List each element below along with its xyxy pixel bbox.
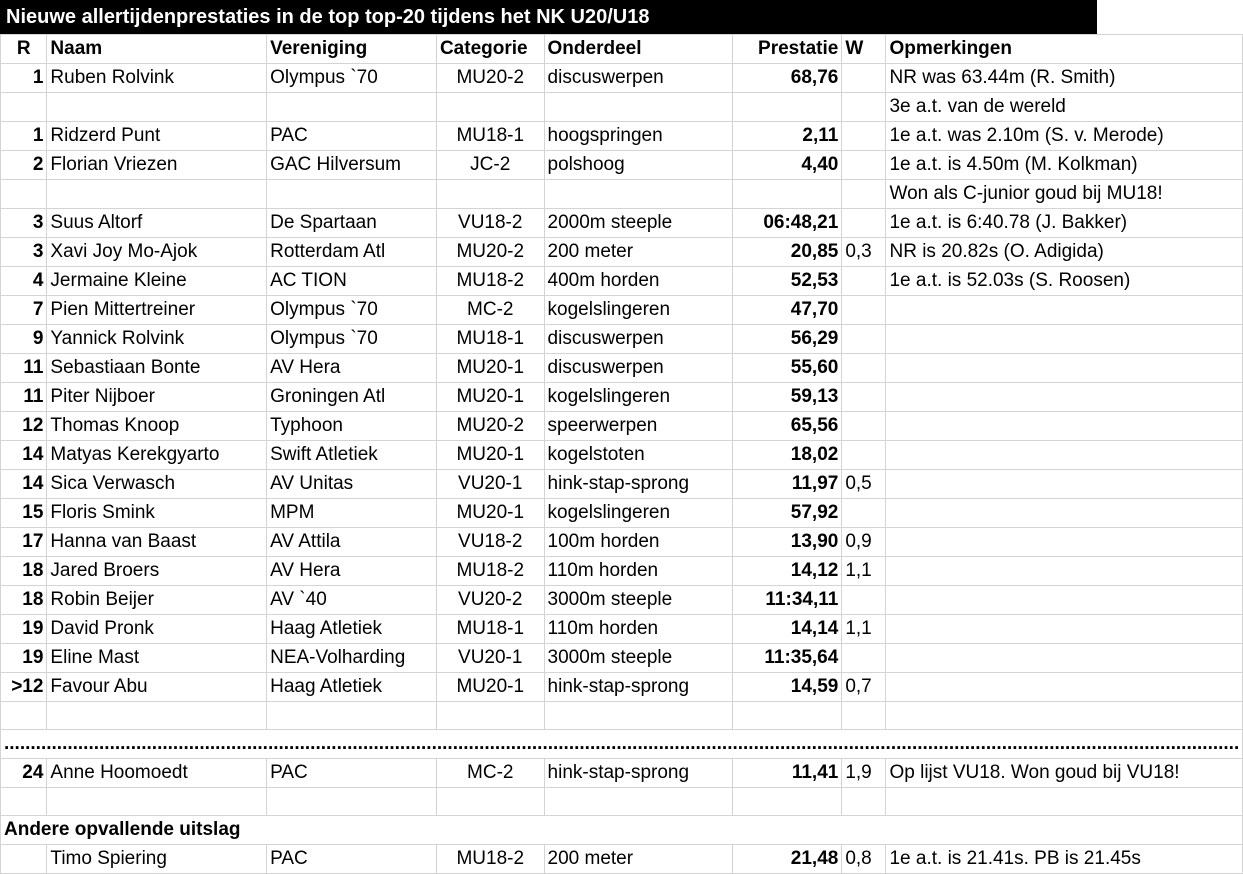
cell-club[interactable]: Haag Atletiek bbox=[267, 673, 437, 702]
cell-name[interactable]: Ridzerd Punt bbox=[47, 122, 267, 151]
header-wind[interactable]: W bbox=[842, 35, 886, 64]
cell-event[interactable]: hoogspringen bbox=[544, 122, 732, 151]
cell-remarks[interactable] bbox=[886, 615, 1243, 644]
empty-cell[interactable] bbox=[544, 702, 732, 730]
cell-wind[interactable] bbox=[842, 180, 886, 209]
cell-rank[interactable]: 15 bbox=[1, 499, 47, 528]
cell-name[interactable]: Sica Verwasch bbox=[47, 470, 267, 499]
cell-remarks[interactable] bbox=[886, 354, 1243, 383]
cell-performance[interactable]: 56,29 bbox=[732, 325, 842, 354]
cell-club[interactable]: NEA-Volharding bbox=[267, 644, 437, 673]
cell-wind[interactable]: 0,3 bbox=[842, 238, 886, 267]
cell-event[interactable]: 110m horden bbox=[544, 557, 732, 586]
cell-event[interactable] bbox=[544, 180, 732, 209]
cell-club[interactable]: Swift Atletiek bbox=[267, 441, 437, 470]
cell-wind[interactable] bbox=[842, 499, 886, 528]
cell-rank[interactable]: 7 bbox=[1, 296, 47, 325]
cell-club[interactable]: AV Attila bbox=[267, 528, 437, 557]
cell-performance[interactable]: 21,48 bbox=[732, 845, 842, 874]
table-row bbox=[1, 354, 1243, 383]
cell-wind[interactable] bbox=[842, 296, 886, 325]
cell-performance[interactable] bbox=[732, 93, 842, 122]
cell-remarks[interactable] bbox=[886, 673, 1243, 702]
empty-row bbox=[1, 788, 1243, 816]
table-row bbox=[1, 845, 1243, 874]
table-row bbox=[1, 151, 1243, 180]
cell-rank[interactable]: 3 bbox=[1, 209, 47, 238]
empty-cell[interactable] bbox=[732, 702, 842, 730]
cell-remarks[interactable]: NR was 63.44m (R. Smith) bbox=[886, 64, 1243, 93]
table-row bbox=[1, 557, 1243, 586]
sheet-title: Nieuwe allertijdenprestaties in de top top-20 tijdens het NK U20/U18 bbox=[0, 0, 1097, 34]
cell-event[interactable]: 200 meter bbox=[544, 845, 732, 874]
table-row bbox=[1, 122, 1243, 151]
cell-name[interactable]: Jared Broers bbox=[47, 557, 267, 586]
header-performance[interactable]: Prestatie bbox=[732, 35, 842, 64]
cell-rank[interactable]: 11 bbox=[1, 354, 47, 383]
table-row bbox=[1, 499, 1243, 528]
cell-club[interactable] bbox=[267, 93, 437, 122]
cell-performance[interactable]: 65,56 bbox=[732, 412, 842, 441]
cell-remarks[interactable]: NR is 20.82s (O. Adigida) bbox=[886, 238, 1243, 267]
cell-wind[interactable]: 0,7 bbox=[842, 673, 886, 702]
cell-performance[interactable]: 52,53 bbox=[732, 267, 842, 296]
cell-event[interactable]: 100m horden bbox=[544, 528, 732, 557]
cell-club[interactable]: PAC bbox=[267, 122, 437, 151]
cell-event[interactable]: 200 meter bbox=[544, 238, 732, 267]
empty-row bbox=[1, 702, 1243, 730]
cell-name[interactable]: Hanna van Baast bbox=[47, 528, 267, 557]
cell-category[interactable]: MU18-1 bbox=[436, 122, 544, 151]
cell-event[interactable]: 2000m steeple bbox=[544, 209, 732, 238]
cell-performance[interactable]: 14,12 bbox=[732, 557, 842, 586]
cell-category[interactable]: MC-2 bbox=[436, 759, 544, 788]
table-row bbox=[1, 296, 1243, 325]
cell-wind[interactable] bbox=[842, 354, 886, 383]
cell-event[interactable]: hink-stap-sprong bbox=[544, 470, 732, 499]
cell-wind[interactable] bbox=[842, 325, 886, 354]
cell-wind[interactable] bbox=[842, 64, 886, 93]
cell-rank[interactable] bbox=[1, 845, 47, 874]
empty-cell[interactable] bbox=[436, 788, 544, 816]
cell-event[interactable]: 110m horden bbox=[544, 615, 732, 644]
cell-performance[interactable]: 11,97 bbox=[732, 470, 842, 499]
cell-name[interactable]: Suus Altorf bbox=[47, 209, 267, 238]
cell-wind[interactable]: 1,1 bbox=[842, 615, 886, 644]
table-row bbox=[1, 759, 1243, 788]
header-club[interactable]: Vereniging bbox=[267, 35, 437, 64]
cell-category[interactable]: MU20-1 bbox=[436, 383, 544, 412]
cell-event[interactable]: speerwerpen bbox=[544, 412, 732, 441]
cell-remarks[interactable]: Won als C-junior goud bij MU18! bbox=[886, 180, 1243, 209]
cell-name[interactable]: Jermaine Kleine bbox=[47, 267, 267, 296]
cell-club[interactable]: MPM bbox=[267, 499, 437, 528]
cell-remarks[interactable]: 1e a.t. was 2.10m (S. v. Merode) bbox=[886, 122, 1243, 151]
cell-event[interactable]: discuswerpen bbox=[544, 354, 732, 383]
cell-category[interactable]: VU18-2 bbox=[436, 528, 544, 557]
cell-remarks[interactable] bbox=[886, 586, 1243, 615]
empty-cell[interactable] bbox=[544, 788, 732, 816]
cell-event[interactable]: hink-stap-sprong bbox=[544, 759, 732, 788]
cell-name[interactable]: Florian Vriezen bbox=[47, 151, 267, 180]
cell-wind[interactable] bbox=[842, 644, 886, 673]
cell-performance[interactable]: 13,90 bbox=[732, 528, 842, 557]
cell-wind[interactable] bbox=[842, 122, 886, 151]
cell-rank[interactable]: 4 bbox=[1, 267, 47, 296]
cell-remarks[interactable] bbox=[886, 644, 1243, 673]
cell-club[interactable]: Haag Atletiek bbox=[267, 615, 437, 644]
cell-rank[interactable]: 18 bbox=[1, 557, 47, 586]
cell-remarks[interactable] bbox=[886, 296, 1243, 325]
table-row bbox=[1, 470, 1243, 499]
table-row bbox=[1, 93, 1243, 122]
cell-name[interactable]: Anne Hoomoedt bbox=[47, 759, 267, 788]
cell-name[interactable]: Pien Mittertreiner bbox=[47, 296, 267, 325]
table-row bbox=[1, 325, 1243, 354]
cell-performance[interactable]: 20,85 bbox=[732, 238, 842, 267]
cell-rank[interactable] bbox=[1, 93, 47, 122]
cell-rank[interactable]: 17 bbox=[1, 528, 47, 557]
cell-club[interactable]: AV Hera bbox=[267, 557, 437, 586]
cell-rank[interactable]: 18 bbox=[1, 586, 47, 615]
cell-club[interactable]: Olympus `70 bbox=[267, 325, 437, 354]
cell-rank[interactable] bbox=[1, 180, 47, 209]
cell-rank[interactable]: 2 bbox=[1, 151, 47, 180]
cell-name[interactable]: Yannick Rolvink bbox=[47, 325, 267, 354]
empty-cell[interactable] bbox=[732, 788, 842, 816]
cell-category[interactable]: MU18-2 bbox=[436, 845, 544, 874]
cell-name[interactable]: Matyas Kerekgyarto bbox=[47, 441, 267, 470]
cell-performance[interactable]: 14,14 bbox=[732, 615, 842, 644]
cell-category[interactable]: MU20-1 bbox=[436, 354, 544, 383]
cell-event[interactable]: polshoog bbox=[544, 151, 732, 180]
cell-remarks[interactable]: 1e a.t. is 6:40.78 (J. Bakker) bbox=[886, 209, 1243, 238]
cell-category[interactable]: MU20-2 bbox=[436, 238, 544, 267]
table-row bbox=[1, 238, 1243, 267]
cell-category[interactable]: MU20-1 bbox=[436, 499, 544, 528]
cell-wind[interactable] bbox=[842, 151, 886, 180]
cell-event[interactable]: 3000m steeple bbox=[544, 644, 732, 673]
cell-event[interactable]: kogelslingeren bbox=[544, 499, 732, 528]
cell-remarks[interactable]: 1e a.t. is 21.41s. PB is 21.45s bbox=[886, 845, 1243, 874]
header-rank[interactable]: R bbox=[1, 35, 47, 64]
cell-name[interactable]: Thomas Knoop bbox=[47, 412, 267, 441]
separator-dots-row bbox=[1, 730, 1243, 759]
cell-event[interactable]: discuswerpen bbox=[544, 325, 732, 354]
cell-name[interactable]: David Pronk bbox=[47, 615, 267, 644]
cell-performance[interactable]: 55,60 bbox=[732, 354, 842, 383]
cell-event[interactable]: 400m horden bbox=[544, 267, 732, 296]
cell-rank[interactable]: 19 bbox=[1, 615, 47, 644]
cell-rank[interactable]: >12 bbox=[1, 673, 47, 702]
cell-remarks[interactable] bbox=[886, 383, 1243, 412]
cell-name[interactable]: Floris Smink bbox=[47, 499, 267, 528]
cell-wind[interactable] bbox=[842, 586, 886, 615]
cell-event[interactable]: kogelslingeren bbox=[544, 383, 732, 412]
cell-category[interactable]: MU20-1 bbox=[436, 673, 544, 702]
cell-club[interactable]: Groningen Atl bbox=[267, 383, 437, 412]
cell-category[interactable] bbox=[436, 93, 544, 122]
cell-remarks[interactable] bbox=[886, 412, 1243, 441]
header-category[interactable]: Categorie bbox=[436, 35, 544, 64]
separator-dots: .......................................................................................................................................................................................................................................... bbox=[4, 733, 1240, 754]
cell-name[interactable] bbox=[47, 93, 267, 122]
header-event[interactable]: Onderdeel bbox=[544, 35, 732, 64]
empty-cell[interactable] bbox=[436, 702, 544, 730]
cell-event[interactable]: 3000m steeple bbox=[544, 586, 732, 615]
cell-category[interactable]: MU18-2 bbox=[436, 557, 544, 586]
cell-category[interactable]: MC-2 bbox=[436, 296, 544, 325]
cell-name[interactable]: Xavi Joy Mo-Ajok bbox=[47, 238, 267, 267]
cell-club[interactable]: GAC Hilversum bbox=[267, 151, 437, 180]
cell-performance[interactable]: 57,92 bbox=[732, 499, 842, 528]
cell-name[interactable] bbox=[47, 180, 267, 209]
section-title-row bbox=[1, 816, 1243, 845]
cell-category[interactable]: MU20-2 bbox=[436, 412, 544, 441]
cell-category[interactable]: VU20-1 bbox=[436, 470, 544, 499]
cell-club[interactable]: AV `40 bbox=[267, 586, 437, 615]
cell-rank[interactable]: 9 bbox=[1, 325, 47, 354]
cell-event[interactable]: kogelslingeren bbox=[544, 296, 732, 325]
cell-category[interactable]: MU20-2 bbox=[436, 64, 544, 93]
cell-name[interactable]: Eline Mast bbox=[47, 644, 267, 673]
cell-remarks[interactable] bbox=[886, 325, 1243, 354]
cell-category[interactable]: MU18-1 bbox=[436, 325, 544, 354]
empty-cell[interactable] bbox=[842, 702, 886, 730]
cell-performance[interactable]: 14,59 bbox=[732, 673, 842, 702]
cell-club[interactable]: Olympus `70 bbox=[267, 296, 437, 325]
cell-wind[interactable]: 1,9 bbox=[842, 759, 886, 788]
cell-club[interactable]: AV Unitas bbox=[267, 470, 437, 499]
cell-club[interactable]: PAC bbox=[267, 759, 437, 788]
cell-event[interactable]: discuswerpen bbox=[544, 64, 732, 93]
cell-category[interactable]: MU18-2 bbox=[436, 267, 544, 296]
cell-category[interactable] bbox=[436, 180, 544, 209]
cell-wind[interactable] bbox=[842, 383, 886, 412]
cell-wind[interactable] bbox=[842, 209, 886, 238]
header-remarks[interactable]: Opmerkingen bbox=[886, 35, 1243, 64]
cell-rank[interactable]: 11 bbox=[1, 383, 47, 412]
cell-performance[interactable] bbox=[732, 180, 842, 209]
table-row bbox=[1, 673, 1243, 702]
table-row bbox=[1, 64, 1243, 93]
cell-remarks[interactable] bbox=[886, 470, 1243, 499]
cell-performance[interactable]: 18,02 bbox=[732, 441, 842, 470]
table-row bbox=[1, 180, 1243, 209]
cell-event[interactable]: kogelstoten bbox=[544, 441, 732, 470]
cell-rank[interactable]: 3 bbox=[1, 238, 47, 267]
cell-wind[interactable] bbox=[842, 441, 886, 470]
cell-wind[interactable]: 0,9 bbox=[842, 528, 886, 557]
section-title: Andere opvallende uitslag bbox=[4, 819, 241, 840]
empty-cell[interactable] bbox=[267, 788, 437, 816]
cell-category[interactable]: MU20-1 bbox=[436, 441, 544, 470]
cell-name[interactable]: Piter Nijboer bbox=[47, 383, 267, 412]
cell-category[interactable]: VU20-2 bbox=[436, 586, 544, 615]
empty-cell[interactable] bbox=[886, 788, 1243, 816]
table-row bbox=[1, 412, 1243, 441]
cell-club[interactable]: Olympus `70 bbox=[267, 64, 437, 93]
results-table bbox=[0, 34, 1243, 874]
cell-name[interactable]: Sebastiaan Bonte bbox=[47, 354, 267, 383]
header-name[interactable]: Naam bbox=[47, 35, 267, 64]
cell-performance[interactable]: 11:34,11 bbox=[732, 586, 842, 615]
cell-rank[interactable]: 14 bbox=[1, 441, 47, 470]
empty-cell[interactable] bbox=[267, 702, 437, 730]
cell-rank[interactable]: 1 bbox=[1, 64, 47, 93]
cell-rank[interactable]: 12 bbox=[1, 412, 47, 441]
cell-club[interactable]: PAC bbox=[267, 845, 437, 874]
table-row bbox=[1, 267, 1243, 296]
cell-rank[interactable]: 14 bbox=[1, 470, 47, 499]
cell-event[interactable] bbox=[544, 93, 732, 122]
cell-category[interactable]: VU18-2 bbox=[436, 209, 544, 238]
table-row bbox=[1, 586, 1243, 615]
cell-club[interactable]: AC TION bbox=[267, 267, 437, 296]
cell-club[interactable]: De Spartaan bbox=[267, 209, 437, 238]
cell-performance[interactable]: 68,76 bbox=[732, 64, 842, 93]
cell-performance[interactable]: 2,11 bbox=[732, 122, 842, 151]
empty-cell[interactable] bbox=[886, 702, 1243, 730]
empty-cell[interactable] bbox=[842, 788, 886, 816]
cell-remarks[interactable]: Op lijst VU18. Won goud bij VU18! bbox=[886, 759, 1243, 788]
cell-category[interactable]: VU20-1 bbox=[436, 644, 544, 673]
table-row bbox=[1, 528, 1243, 557]
cell-rank[interactable]: 24 bbox=[1, 759, 47, 788]
cell-wind[interactable] bbox=[842, 93, 886, 122]
cell-club[interactable] bbox=[267, 180, 437, 209]
cell-performance[interactable]: 4,40 bbox=[732, 151, 842, 180]
cell-name[interactable]: Ruben Rolvink bbox=[47, 64, 267, 93]
cell-name[interactable]: Timo Spiering bbox=[47, 845, 267, 874]
cell-performance[interactable]: 59,13 bbox=[732, 383, 842, 412]
cell-club[interactable]: Rotterdam Atl bbox=[267, 238, 437, 267]
cell-performance[interactable]: 11:35,64 bbox=[732, 644, 842, 673]
cell-rank[interactable]: 1 bbox=[1, 122, 47, 151]
cell-wind[interactable]: 1,1 bbox=[842, 557, 886, 586]
empty-cell[interactable] bbox=[1, 702, 47, 730]
cell-performance[interactable]: 06:48,21 bbox=[732, 209, 842, 238]
cell-category[interactable]: JC-2 bbox=[436, 151, 544, 180]
cell-wind[interactable]: 0,5 bbox=[842, 470, 886, 499]
cell-name[interactable]: Favour Abu bbox=[47, 673, 267, 702]
header-row bbox=[1, 35, 1243, 64]
cell-wind[interactable] bbox=[842, 412, 886, 441]
cell-rank[interactable]: 19 bbox=[1, 644, 47, 673]
cell-wind[interactable] bbox=[842, 267, 886, 296]
cell-performance[interactable]: 11,41 bbox=[732, 759, 842, 788]
cell-remarks[interactable] bbox=[886, 528, 1243, 557]
table-row bbox=[1, 441, 1243, 470]
cell-remarks[interactable] bbox=[886, 441, 1243, 470]
cell-remarks[interactable]: 1e a.t. is 4.50m (M. Kolkman) bbox=[886, 151, 1243, 180]
empty-cell[interactable] bbox=[47, 788, 267, 816]
table-row bbox=[1, 209, 1243, 238]
table-row bbox=[1, 644, 1243, 673]
cell-remarks[interactable]: 3e a.t. van de wereld bbox=[886, 93, 1243, 122]
cell-name[interactable]: Robin Beijer bbox=[47, 586, 267, 615]
cell-remarks[interactable] bbox=[886, 557, 1243, 586]
empty-cell[interactable] bbox=[47, 702, 267, 730]
table-row bbox=[1, 383, 1243, 412]
cell-category[interactable]: MU18-1 bbox=[436, 615, 544, 644]
cell-performance[interactable]: 47,70 bbox=[732, 296, 842, 325]
cell-remarks[interactable]: 1e a.t. is 52.03s (S. Roosen) bbox=[886, 267, 1243, 296]
cell-wind[interactable]: 0,8 bbox=[842, 845, 886, 874]
cell-remarks[interactable] bbox=[886, 499, 1243, 528]
table-row bbox=[1, 615, 1243, 644]
cell-club[interactable]: AV Hera bbox=[267, 354, 437, 383]
empty-cell[interactable] bbox=[1, 788, 47, 816]
cell-event[interactable]: hink-stap-sprong bbox=[544, 673, 732, 702]
cell-club[interactable]: Typhoon bbox=[267, 412, 437, 441]
